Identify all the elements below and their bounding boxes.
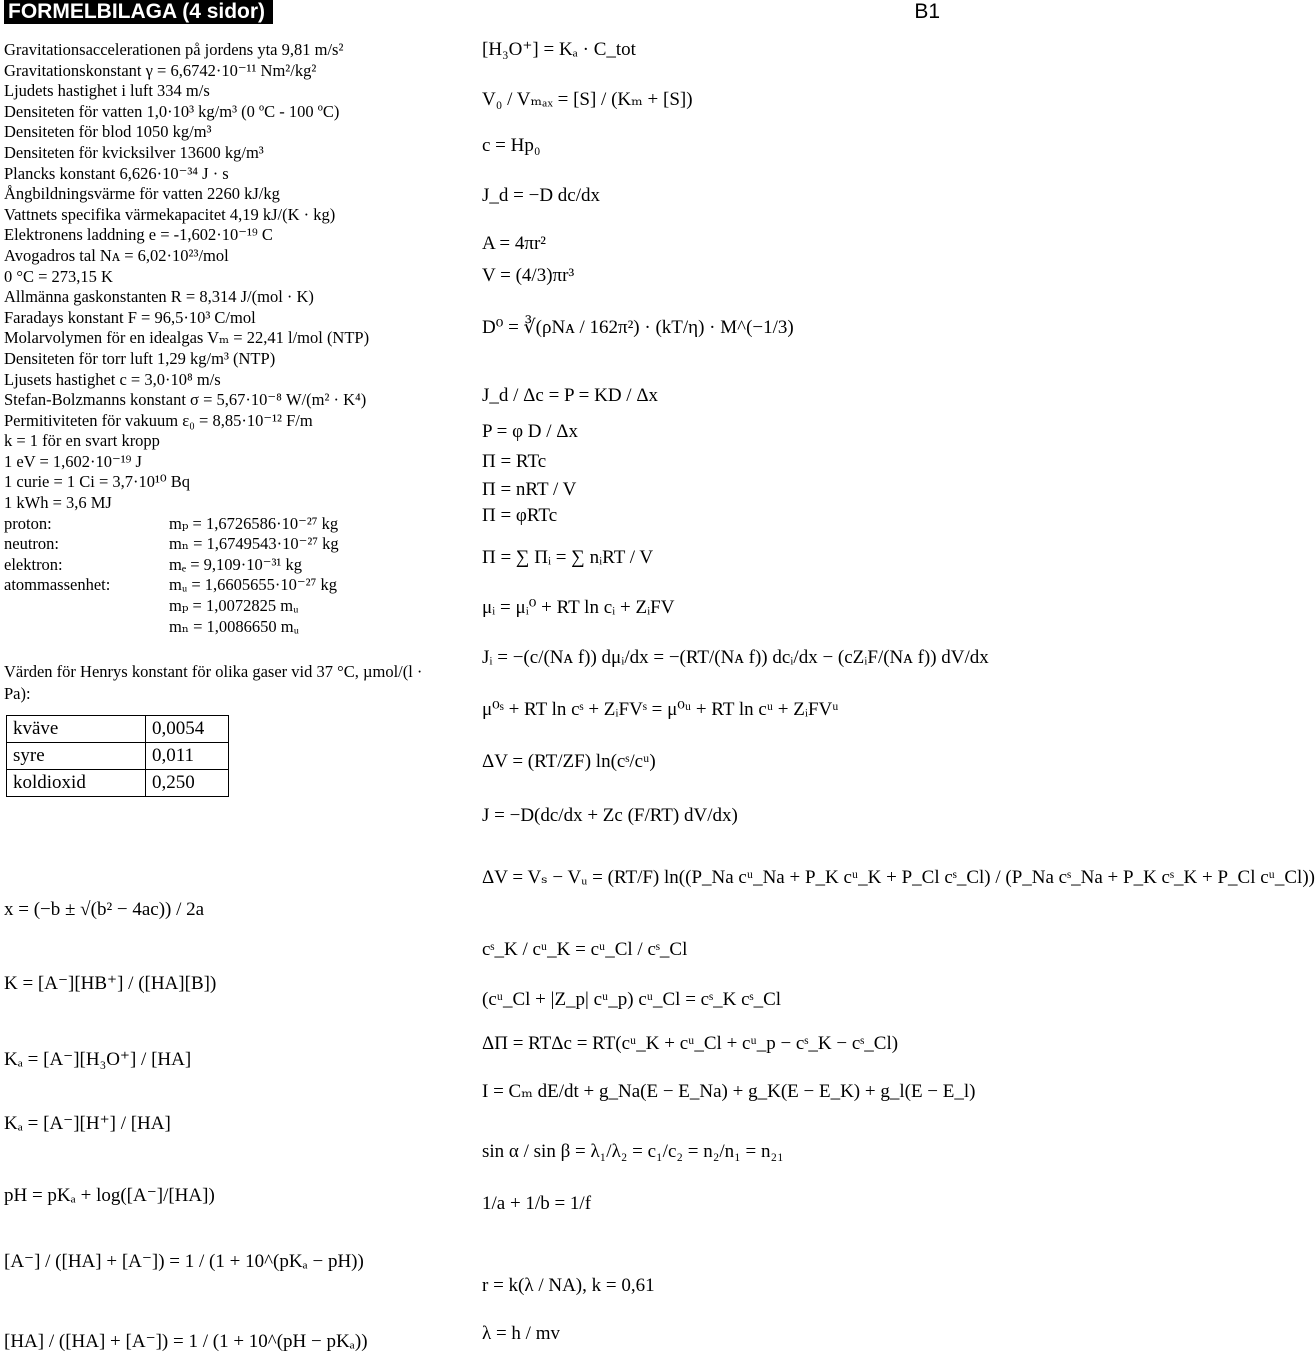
quadratic-formula: x = (−b ± √(b² − 4ac)) / 2a [4,899,205,920]
formula-line: A = 4πr² [482,233,547,254]
particle-value: mₙ = 1,6749543·10⁻²⁷ kg [169,534,339,554]
henry-table [6,715,229,797]
formula-line: I = Cₘ dE/dt + g_Na(E − E_Na) + g_K(E − E_K) + g_l(E − E_l) [482,1081,976,1102]
constant-line: Gravitationskonstant γ = 6,6742·10⁻¹¹ Nm²/kg² [4,60,317,80]
constant-line: Densiteten för blod 1050 kg/m³ [4,122,212,142]
formula-line: μ⁰ˢ + RT ln cˢ + ZᵢFVˢ = μ⁰ᵘ + RT ln cᵘ + ZᵢFVᵘ [482,699,839,720]
formula-line: Π = ∑ Πᵢ = ∑ nᵢRT / V [482,547,654,568]
formula-line: Jᵢ = −(c/(Nᴀ f)) dμᵢ/dx = −(RT/(Nᴀ f)) dcᵢ/dx − (cZᵢF/(Nᴀ f)) dV/dx [482,647,989,668]
particle-value: mₚ = 1,6726586·10⁻²⁷ kg [169,513,339,533]
table-row [7,770,229,797]
constant-line: Ångbildningsvärme för vatten 2260 kJ/kg [4,184,280,204]
particle-label [4,596,169,617]
constant-line: Densiteten för kvicksilver 13600 kg/m³ [4,142,264,162]
particle-mass [4,534,444,555]
acid-constant-formula-2: Kₐ = [A⁻][H⁺] / [HA] [4,1113,171,1134]
constant-line: Densiteten för torr luft 1,29 kg/m³ (NTP) [4,348,276,368]
formula-line: (cᵘ_Cl + |Z_p| cᵘ_p) cᵘ_Cl = cˢ_K cˢ_Cl [482,989,782,1010]
constant-line: Ljusets hastighet c = 3,0·10⁸ m/s [4,369,221,389]
constant-line: Avogadros tal Nᴀ = 6,02·10²³/mol [4,245,229,265]
constant-line: Ljudets hastighet i luft 334 m/s [4,81,210,101]
formula-line: ΔV = (RT/ZF) ln(cˢ/cᵘ) [482,751,656,772]
particle-mass [4,596,444,617]
constant-line: Plancks konstant 6,626·10⁻³⁴ J · s [4,163,229,183]
henry-value: 0,0054 [146,716,229,743]
acid-fraction-formula: [HA] / ([HA] + [A⁻]) = 1 / (1 + 10^(pH − pKₐ)) [4,1331,368,1352]
formula-line: [H₃O⁺] = Kₐ · C_tot [482,39,636,60]
constant-line: Densiteten för vatten 1,0·10³ kg/m³ (0 ºC - 100 ºC) [4,101,340,121]
henry-value: 0,011 [146,743,229,770]
formula-line: V = (4/3)πr³ [482,265,575,286]
formula-line: Π = RTc [482,451,547,472]
particle-mass [4,555,444,576]
equilibrium-constant-formula: K = [A⁻][HB⁺] / ([HA][B]) [4,973,217,994]
formula-line: J = −D(dc/dx + Zc (F/RT) dV/dx) [482,805,738,826]
formula-line: V₀ / Vₘₐₓ = [S] / (Kₘ + [S]) [482,89,693,110]
formula-line: Π = φRTc [482,505,558,526]
constant-line: Stefan-Bolzmanns konstant σ = 5,67·10⁻⁸ W/(m² · K⁴) [4,390,367,410]
particle-mass [4,617,444,638]
constant-line: k = 1 för en svart kropp [4,431,160,451]
constants-section [4,40,444,797]
formula-line: J_d = −D dc/dx [482,185,601,206]
constant-line: Allmänna gaskonstanten R = 8,314 J/(mol · K) [4,287,314,307]
formula-line: Π = nRT / V [482,479,577,500]
particle-mass [4,514,444,535]
constant-line: 1 eV = 1,602·10⁻¹⁹ J [4,451,142,471]
constant-line: Gravitationsaccelerationen på jordens yta 9,81 m/s² [4,40,344,59]
base-fraction-formula: [A⁻] / ([HA] + [A⁻]) = 1 / (1 + 10^(pKₐ − pH)) [4,1251,364,1272]
particle-value: mₙ = 1,0086650 mᵤ [169,616,300,636]
constant-line: 1 kWh = 3,6 MJ [4,493,112,513]
formula-line: P = φ D / Δx [482,421,579,442]
particle-mass [4,575,444,596]
constant-line: Permitiviteten för vakuum ε₀ = 8,85·10⁻¹² F/m [4,410,313,430]
formula-line: D⁰ = ∛(ρNᴀ / 162π²) · (kT/η) · M^(−1/3) [482,317,794,338]
constant-line: 1 curie = 1 Ci = 3,7·10¹⁰ Bq [4,472,190,492]
formula-line: 1/a + 1/b = 1/f [482,1193,592,1214]
henry-gas: kväve [7,716,146,743]
henry-gas: koldioxid [7,770,146,797]
particle-label: atommassenhet: [4,575,111,595]
acid-constant-formula: Kₐ = [A⁻][H₃O⁺] / [HA] [4,1049,192,1070]
particle-value: mₑ = 9,109·10⁻³¹ kg [169,554,302,574]
henry-intro: Värden för Henrys konstant för olika gaser vid 37 °C, µmol/(l · Pa): [4,662,423,704]
particle-label: proton: [4,513,52,533]
formula-line: λ = h / mv [482,1323,560,1344]
constant-line: Faradays konstant F = 96,5·10³ C/mol [4,307,256,327]
formula-line: μᵢ = μᵢ⁰ + RT ln cᵢ + ZᵢFV [482,597,675,618]
table-row [7,716,229,743]
page-code: B1 [914,0,940,23]
constant-line: Vattnets specifika värmekapacitet 4,19 kJ/(K · kg) [4,204,336,224]
particle-label: neutron: [4,534,59,554]
formula-line: c = Hp₀ [482,135,541,156]
henry-gas: syre [7,743,146,770]
page-title: FORMELBILAGA (4 sidor) [4,0,273,24]
constant-line: Molarvolymen för en idealgas Vₘ = 22,41 l/mol (NTP) [4,328,370,348]
constant-line: Elektronens laddning e = -1,602·10⁻¹⁹ C [4,225,273,245]
formula-line: cˢ_K / cᵘ_K = cᵘ_Cl / cˢ_Cl [482,939,688,960]
formula-line: r = k(λ / NA), k = 0,61 [482,1275,655,1296]
formula-line: ΔΠ = RTΔc = RT(cᵘ_K + cᵘ_Cl + cᵘ_p − cˢ_K − cˢ_Cl) [482,1033,899,1054]
henry-value: 0,250 [146,770,229,797]
particle-value: mᵤ = 1,6605655·10⁻²⁷ kg [169,575,337,595]
formula-line: J_d / Δc = P = KD / Δx [482,385,659,406]
formula-line: ΔV = Vₛ − Vᵤ = (RT/F) ln((P_Na cᵘ_Na + P_K cᵘ_K + P_Cl cˢ_Cl) / (P_Na cˢ_Na + P_K cˢ_K + P_Cl cᵘ_Cl)) [482,867,1315,888]
particle-value: mₚ = 1,0072825 mᵤ [169,596,299,616]
particle-label: elektron: [4,554,63,574]
formula-line: sin α / sin β = λ₁/λ₂ = c₁/c₂ = n₂/n₁ = n₂₁ [482,1141,784,1162]
constant-line: 0 °C = 273,15 K [4,266,113,286]
particle-label [4,617,169,638]
henderson-hasselbalch-formula: pH = pKₐ + log([A⁻]/[HA]) [4,1185,215,1206]
table-row [7,743,229,770]
